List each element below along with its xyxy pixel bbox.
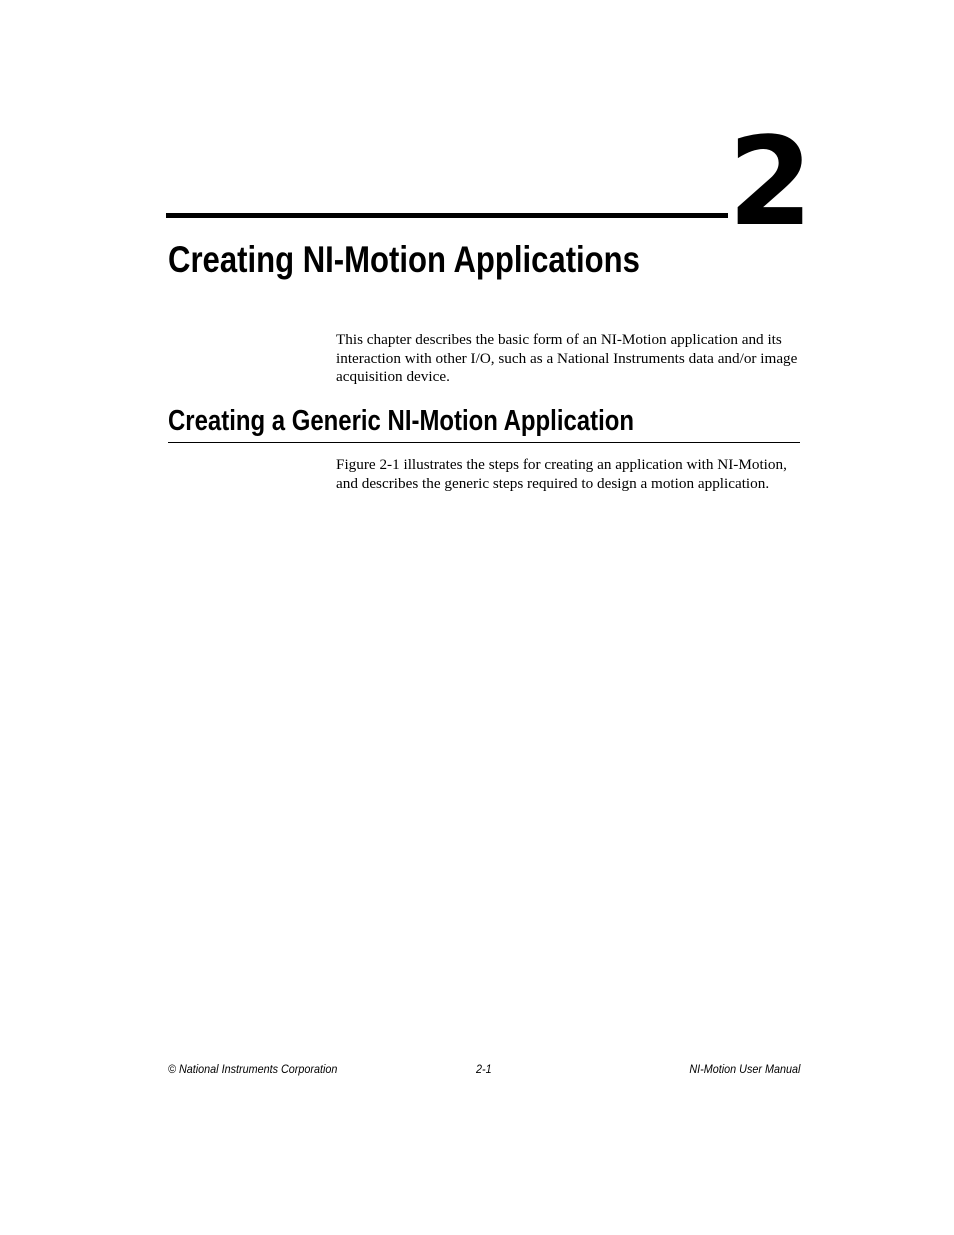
section-rule bbox=[168, 442, 800, 443]
section-body-paragraph: Figure 2-1 illustrates the steps for creating an application with NI-Motion, and describes the generic steps required to design a motion application. bbox=[336, 456, 787, 492]
chapter-number: 2 bbox=[728, 111, 811, 253]
footer-page-number: 2-1 bbox=[476, 1062, 492, 1076]
footer-manual-title: NI-Motion User Manual bbox=[688, 1062, 800, 1076]
section-title: Creating a Generic NI-Motion Application bbox=[168, 405, 634, 437]
footer-copyright: © National Instruments Corporation bbox=[168, 1062, 338, 1076]
chapter-intro-paragraph: This chapter describes the basic form of an NI-Motion application and its interaction with other I/O, such as a National Instruments data and/or image acquisition device. bbox=[336, 331, 798, 386]
chapter-rule bbox=[166, 213, 728, 218]
chapter-title: Creating NI-Motion Applications bbox=[168, 239, 640, 280]
